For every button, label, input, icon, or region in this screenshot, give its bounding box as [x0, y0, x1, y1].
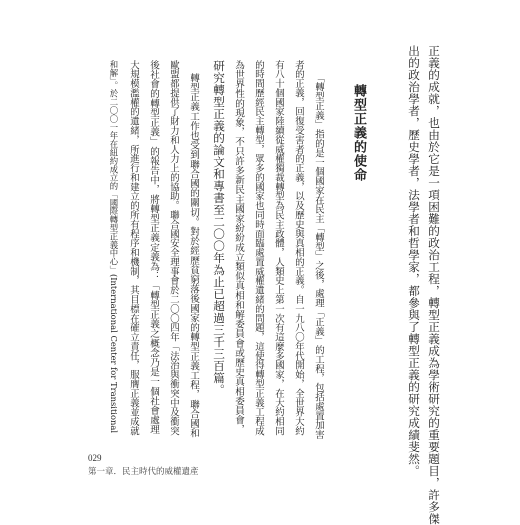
- text-column: 的時間歷經民主轉型，眾多的國家也同時面臨處置威權遺緒的問題，這使得轉型正義工程成: [253, 60, 264, 436]
- text-column: 出的政治學者，歷史學者，法學者和哲學家，都參與了轉型正義的研究成績斐然。: [407, 45, 421, 477]
- text-column: 和解」。於二〇〇一年在紐約成立的「國際轉型正義中心」(International Center for Transitional: [109, 60, 119, 434]
- text-column: 大規模濫權的遺緒，所進行和建立的所有程序和機制，其目標在確立責任，服膺正義並成就: [128, 60, 139, 436]
- text-column: 歐盟都提供了財力和人力上的協助。聯合國安全理事會於二〇〇四年「法治與衝突中及衝突: [168, 60, 179, 436]
- text-column: 正義的成就，也由於它是一項困難的政治工程，轉型正義成為學術研究的重要題目，許多傑: [427, 45, 441, 525]
- text-column: 轉型正義工作也受到聯合國的關切。對於經歷貧窮落後國家的轉型正義工程，聯合國和: [188, 73, 199, 438]
- text-column: 研究轉型正義的論文和專書至二〇〇年為止已超過三千三百篇。: [212, 60, 226, 396]
- running-head: 第一章．民主時代的威權遺產: [88, 467, 199, 477]
- text-column: 「轉型正義」指的是一個國家在民主「轉型」之後，處理「正義」的工程，包括處置加害: [313, 73, 324, 440]
- text-column: 為世界性的現象，不只許多新民主國家紛紛成立類似真相和解委員會或歷史真相委員會，: [233, 60, 244, 435]
- text-column: 有八十個國家陸續從威權獨裁轉型為民主政體，人類史上第一次有這麼多國家，在大約相同: [273, 60, 284, 436]
- text-column: 者的正義，回復受害者的正義，以及歷史與真相的正義。自一九八〇年代開始，全世界大約: [293, 60, 304, 436]
- page-number: 029: [88, 453, 102, 463]
- section-heading: 轉型正義的使命: [351, 84, 366, 182]
- text-column: 後社會的轉型正義」的報告中，將轉型正義定義為：「轉型正義之概念乃是一個社會處理: [148, 60, 159, 435]
